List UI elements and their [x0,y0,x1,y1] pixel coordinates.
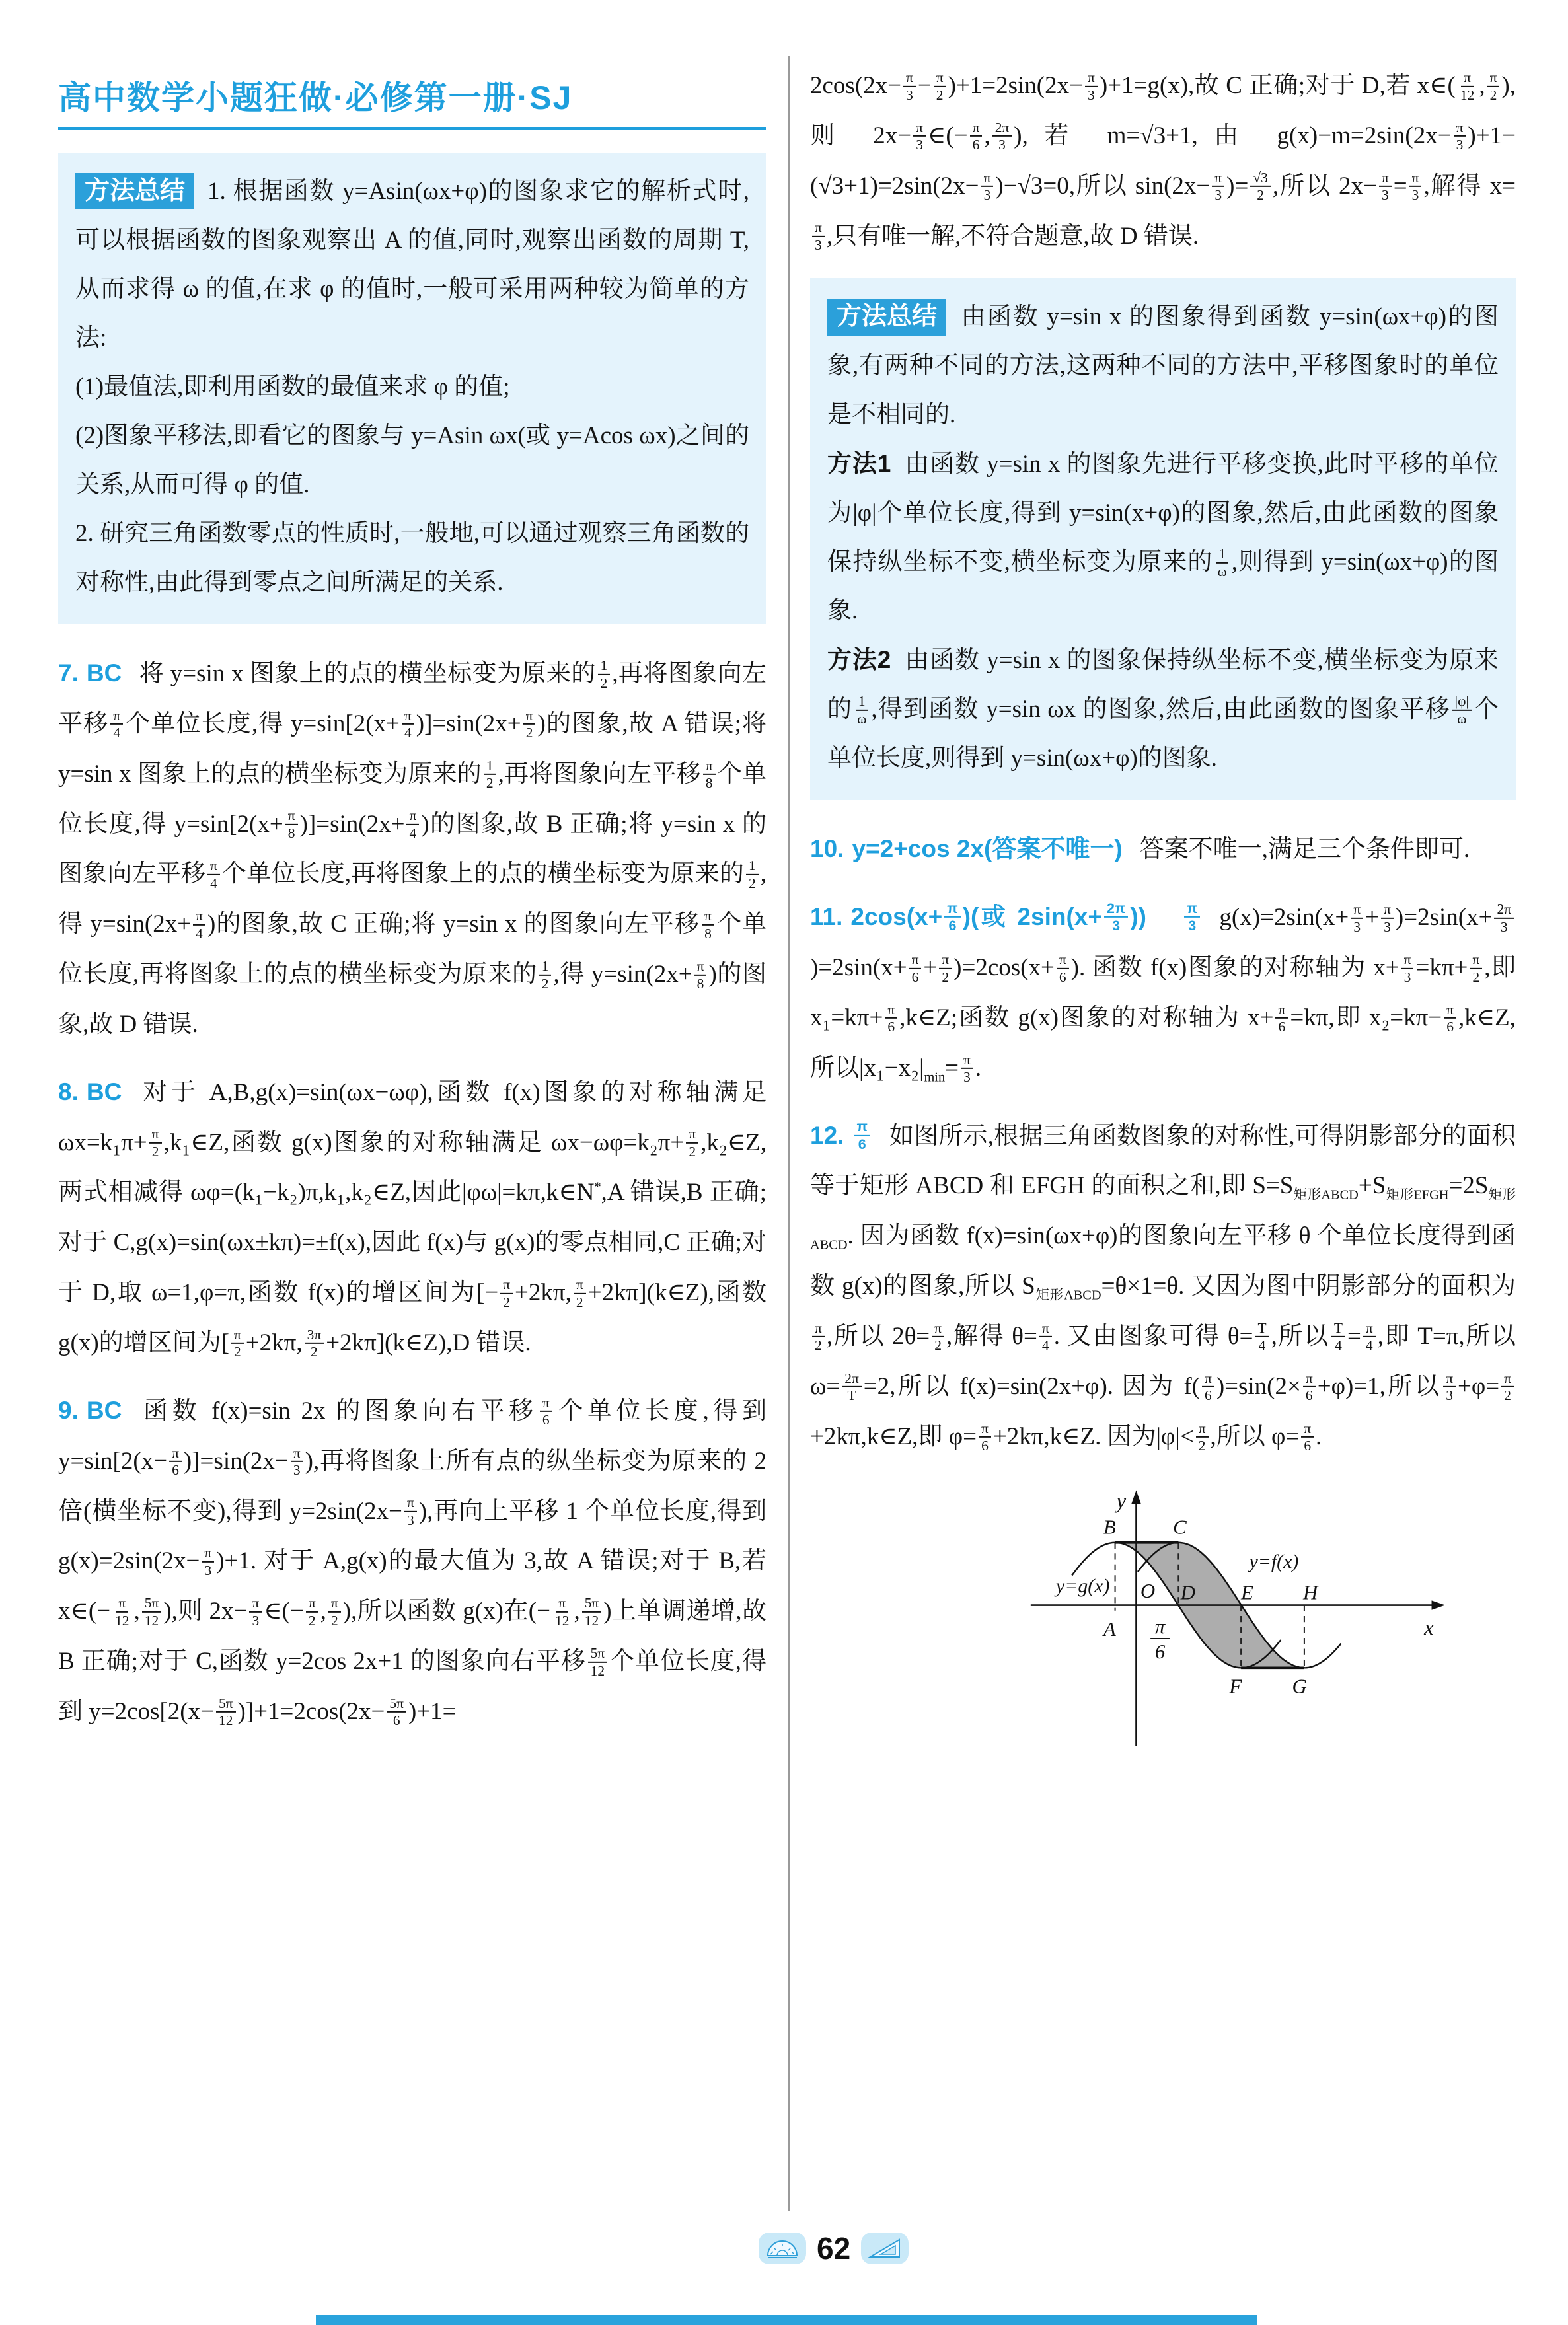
problem-solution-text: 将 y=sin x 图象上的点的横坐标变为原来的 $\frac{1}{2}$ ,再将图象向左平移 $\frac{\pi}{4}$ 个单位长度,得 y=sin[2(x+ $\frac{\pi}{4}$ )]=sin(2x+ $\frac{\pi}{2}$ )的图象,故 A 错误;将 y=sin x 图象上的点的横坐标变为原来的 $\frac{1}{2}$ ,再将图象向左平移 $\frac{\pi}{8}$ 个单位长度,得 y=sin[2(x+ $\frac{\pi}{8}$ )]=sin(2x+ $\frac{\pi}{4}$ )的图象,故 B 正确;将 y=sin x 的图象向左平移 $\frac{\pi}{4}$ 个单位长度,再将图象上的点的横坐标变为原来的 $\frac{1}{2}$ ,得 y=sin(2x+ $\frac{\pi}{4}$ )的图象,故 C 正确;将 y=sin x 的图象向左平移 $\frac{\pi}{8}$ 个单位长度,再将图象上的点的横坐标变为原来的 $\frac{1}{2}$ ,得 y=sin(2x+ $\frac{\pi}{8}$ )的图象,故 D 错误. [58,657,767,1038]
problem-number: 7. [58,659,79,686]
point-E-label: E [1240,1580,1253,1604]
problem-answer: 2cos(x+ $\frac{\pi}{6}$ )(或 2sin(x+ $\frac{2\pi}{3}$ )) [850,900,1146,934]
problem-answer: BC [86,1396,122,1424]
curve-f-label: y=f(x) [1249,1550,1299,1572]
page-header [58,71,766,130]
y-axis-arrow [1131,1490,1140,1504]
tick-pi-over-6-numerator: π [1154,1614,1166,1638]
column-divider [788,56,790,2211]
bottom-edge-bar [316,2315,1257,2325]
page-number: 62 [817,2231,851,2266]
problem-number: 8. [58,1078,79,1105]
problem-answer: BC [86,1078,122,1105]
method-summary-badge: 方法总结 [75,173,194,209]
problem-number: 10. [810,835,844,863]
method-summary-box-right [810,278,1516,800]
point-F-label: F [1229,1674,1242,1697]
page-footer [759,2231,909,2266]
problem-number: 11. [810,903,843,931]
point-H-label: H [1303,1580,1318,1604]
problem-solution-text: g(x)=2sin(x+ $\frac{\pi}{3}$ + $\frac{\pi}{3}$ )=2sin(x+ $\frac{2\pi}{3}$ )=2sin(x+ $\frac{\pi}{6}$ + $\frac{\pi}{2}$ )=2cos(x+ $\frac{\pi}{6}$ ). 函数 f(x)图象的对称轴为 x+ $\frac{\pi}{3}$ =kπ+ $\frac{\pi}{2}$ ,即 x₁=kπ+ $\frac{\pi}{6}$ ,k∈Z;函数 g(x)图象的对称轴为 x+ $\frac{\pi}{6}$ =kπ,即 x₂=kπ− $\frac{\pi}{6}$ ,k∈Z,所以$|x_1-x_2|_{min}=$ $\frac{\pi}{3}$ . [810,901,1516,1086]
point-D-label: D [1180,1580,1195,1604]
problem-11 [810,892,1516,1093]
problem-12-figure [1020,1479,1516,1755]
problem-9 [58,1385,766,1737]
protractor-icon [759,2233,806,2264]
method-2-paragraph [827,636,1499,783]
summary-paragraph [827,293,1499,439]
tick-pi-over-6-denominator: 6 [1154,1639,1166,1663]
problem-number: 12. [810,1121,844,1149]
point-C-label: C [1173,1514,1187,1538]
origin-label: O [1140,1578,1156,1602]
method-2-label: 方法2 [827,646,891,674]
method-summary-badge: 方法总结 [827,299,946,335]
problem-solution-text: 答案不唯一,满足三个条件即可. [1139,836,1470,864]
summary-text: 由函数 y=sin x 的图象得到函数 y=sin(ωx+φ)的图象,有两种不同的方法,这两种不同的方法中,平移图象时的单位是不相同的. [827,303,1499,429]
point-A-label: A [1103,1617,1116,1641]
curve-g-label: y=g(x) [1055,1574,1110,1597]
left-column [58,71,766,1754]
y-axis-label: y [1116,1489,1127,1513]
method-1-paragraph [827,439,1499,636]
trig-graph [1020,1479,1456,1752]
problem-9-continuation: 2cos(2x− $\frac{\pi}{3}$ − $\frac{\pi}{2}$ )+1=2sin(2x− $\frac{\pi}{3}$ )+1=g(x),故 C 正确;对于 D,若 x∈( $\frac{\pi}{12}$ , $\frac{\pi}{2}$ ),则 2x− $\frac{\pi}{3}$ ∈(− $\frac{\pi}{6}$ , $\frac{2\pi}{3}$ ),若 m=√3+1,由 g(x)−m=2sin(2x− $\frac{\pi}{3}$ )+1−(√3+1)=2sin(2x− $\frac{\pi}{3}$ )−√3=0,所以 sin(2x− $\frac{\pi}{3}$ )= $\frac{√3}{2}$ ,所以 2x− $\frac{\pi}{3}$ = $\frac{\pi}{3}$ ,解得 x= $\frac{\pi}{3}$ ,只有唯一解,不符合题意,故 D 错误. [810,69,1516,253]
problem-10 [810,824,1516,875]
problem-answer: y=2+cos 2x(答案不唯一) [852,835,1123,863]
problem-answer-2: $\frac{\pi}{3}$ [1182,903,1202,930]
problem-solution-text: 如图所示,根据三角函数图象的对称性,可得阴影部分的面积等于矩形 ABCD 和 EFGH 的面积之和,即 $S=S_{矩形ABCD}+S_{矩形EFGH}=2S_{矩形ABCD}$. 因为函数 f(x)=sin(ωx+φ)的图象向左平移 θ 个单位长度得到函数 g(x)的图象,所以 $S_{矩形ABCD}=\theta\times 1=\theta$. 又因为图中阴影部分的面积为 $\frac{\pi}{2}$ ,所以 2θ= $\frac{\pi}{2}$ ,解得 θ= $\frac{\pi}{4}$ . 又由图象可得 θ= $\frac{T}{4}$ ,所以 $\frac{T}{4}$ = $\frac{\pi}{4}$ ,即 T=π,所以 ω= $\frac{2\pi}{T}$ =2,所以 f(x)=sin(2x+φ). 因为 f( $\frac{\pi}{6}$ )=sin(2× $\frac{\pi}{6}$ +φ)=1,所以 $\frac{\pi}{3}$ +φ= $\frac{\pi}{2}$ +2kπ,k∈Z,即 φ= $\frac{\pi}{6}$ +2kπ,k∈Z. 因为|φ|< $\frac{\pi}{2}$ ,所以 φ= $\frac{\pi}{6}$ . [810,1122,1516,1454]
point-G-label: G [1292,1674,1307,1697]
problem-solution-text: 函数 f(x)=sin 2x 的图象向右平移 $\frac{\pi}{6}$ 个单位长度,得到 y=sin[2(x− $\frac{\pi}{6}$ )]=sin(2x− $\frac{\pi}{3}$ ),再将图象上所有点的纵坐标变为原来的 2 倍(横坐标不变),得到 y=2sin(2x− $\frac{\pi}{3}$ ),再向上平移 1 个单位长度,得到 g(x)=2sin(2x− $\frac{\pi}{3}$ )+1. 对于 A,g(x)的最大值为 3,故 A 错误;对于 B,若 x∈(− $\frac{\pi}{12}$ , $\frac{5\pi}{12}$ ),则 2x− $\frac{\pi}{3}$ ∈(− $\frac{\pi}{2}$ , $\frac{\pi}{2}$ ),所以函数 g(x)在(− $\frac{\pi}{12}$ , $\frac{5\pi}{12}$ )上单调递增,故 B 正确;对于 C,函数 y=2cos 2x+1 的图象向右平移 $\frac{5\pi}{12}$ 个单位长度,得到 y=2cos[2(x− $\frac{5\pi}{12}$ )]+1=2cos(2x− $\frac{5\pi}{6}$ )+1= [58,1394,766,1729]
method-1-text: 由函数 y=sin x 的图象先进行平移变换,此时平移的单位为|φ|个单位长度,得到 y=sin(x+φ)的图象,然后,由此函数的图象保持纵坐标不变,横坐标变为原来的 $\frac{1}{\omega}$ ,则得到 y=sin(ωx+φ)的图象. [827,451,1499,625]
x-axis-arrow [1432,1600,1446,1609]
problem-12 [810,1111,1516,1462]
problem-8 [58,1067,766,1368]
method-1-label: 方法1 [827,450,891,478]
problem-number: 9. [58,1396,79,1424]
problem-solution-text: 对于 A,B,g(x)=sin(ωx−ωφ),函数 f(x)图象的对称轴满足 ωx=k₁π+ $\frac{\pi}{2}$ ,k₁∈Z,函数 g(x)图象的对称轴满足 ωx−ωφ=k₂π+ $\frac{\pi}{2}$ ,k₂∈Z,两式相减得 ωφ=(k₁−k₂)π,k₁,k₂∈Z,因此|φω|=kπ,k∈N*,A 错误,B 正确;对于 C,g(x)=sin(ωx±kπ)=±f(x),因此 f(x)与 g(x)的零点相同,C 正确;对于 D,取 ω=1,φ=π,函数 f(x)的增区间为[− $\frac{\pi}{2}$ +2kπ, $\frac{\pi}{2}$ +2kπ](k∈Z),函数 g(x)的增区间为[ $\frac{\pi}{2}$ +2kπ, $\frac{3\pi}{2}$ +2kπ](k∈Z),D 错误. [58,1078,767,1360]
set-square-icon [861,2233,909,2264]
summary-paragraph [75,167,749,363]
problem-answer: $\frac{\pi}{6}$ [852,1122,872,1149]
right-column [810,61,1516,1755]
summary-paragraph: 2. 研究三角函数零点的性质时,一般地,可以通过观察三角函数的对称性,由此得到零点之间所满足的关系. [75,520,749,596]
summary-paragraph: (2)图象平移法,即看它的图象与 y=Asin ωx(或 y=Acos ωx)之间的关系,从而可得 φ 的值. [75,422,749,498]
page-title: 高中数学小题狂做·必修第一册·SJ [58,79,573,116]
method-2-text: 由函数 y=sin x 的图象保持纵坐标不变,横坐标变为原来的 $\frac{1}{\omega}$ ,得到函数 y=sin ωx 的图象,然后,由此函数的图象平移 $\frac{|\varphi|}{\omega}$ 个单位长度,则得到 y=sin(ωx+φ)的图象. [827,647,1499,772]
method-summary-box-left [58,153,766,624]
summary-paragraph: (1)最值法,即利用函数的最值来求 φ 的值; [75,373,510,400]
problem-7 [58,648,766,1050]
point-B-label: B [1103,1514,1116,1538]
summary-text: 1. 根据函数 y=Asin(ωx+φ)的图象求它的解析式时,可以根据函数的图象观察出 A 的值,同时,观察出函数的周期 T,从而求得 ω 的值,在求 φ 的值时,一般可采用两种较为简单的方法: [75,178,749,351]
problem-answer: BC [86,659,122,686]
x-axis-label: x [1424,1615,1434,1640]
